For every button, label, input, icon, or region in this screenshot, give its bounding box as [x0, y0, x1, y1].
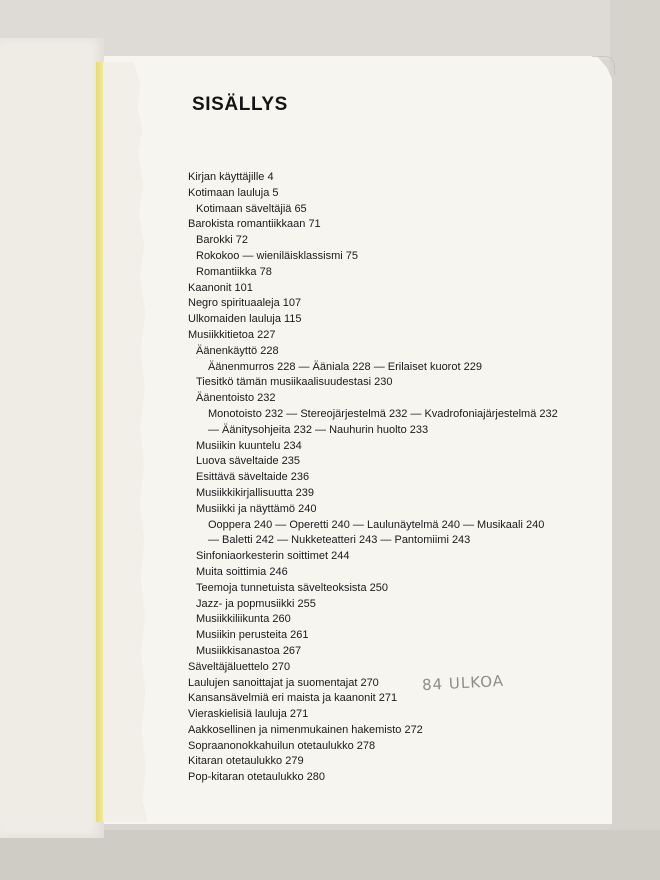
toc-entry: Barokki 72: [196, 234, 248, 247]
toc-entry: Teemoja tunnetuista sävelteoksista 250: [196, 581, 389, 594]
toc-entry: Luova säveltaide 235: [196, 455, 300, 468]
table-of-contents: [188, 170, 588, 786]
background-surface-right: [610, 0, 660, 880]
page-corner-fold: [592, 56, 615, 75]
toc-entry: Musiikkiliikunta 260: [196, 613, 291, 626]
toc-entry: Jazz- ja popmusiikki 255: [196, 597, 316, 610]
toc-entry: Äänentoisto 232: [196, 392, 276, 405]
toc-entry: Kirjan käyttäjille 4: [188, 171, 274, 183]
toc-entry: Rokokoo — wieniläisklassismi 75: [196, 249, 359, 262]
toc-entry: Musiikin perusteita 261: [196, 629, 309, 642]
toc-entry: Kansansävelmiä eri maista ja kaanonit 271: [188, 692, 398, 705]
toc-entry: Sopraanonokkahuilun otetaulukko 278: [188, 739, 376, 752]
toc-entry: Kotimaan säveltäjiä 65: [196, 202, 307, 215]
toc-entry: Kitaran otetaulukko 279: [188, 755, 304, 768]
toc-entry: Kotimaan lauluja 5: [188, 186, 279, 199]
toc-entry: Musiikin kuuntelu 234: [196, 439, 302, 452]
toc-entry: Pop-kitaran otetaulukko 280: [188, 771, 325, 784]
page-title: SISÄLLYS: [192, 94, 288, 115]
toc-entry: Romantiikka 78: [196, 265, 272, 278]
toc-entry: Ulkomaiden lauluja 115: [188, 313, 302, 326]
toc-entry: Muita soittimia 246: [196, 565, 288, 578]
toc-entry: Esittävä säveltaide 236: [196, 471, 310, 484]
toc-entry: Musiikkisanastoa 267: [196, 644, 302, 657]
toc-entry: Vieraskielisiä lauluja 271: [188, 708, 309, 721]
toc-entry: Barokista romantiikkaan 71: [188, 218, 321, 231]
toc-entry: Sinfoniaorkesterin soittimet 244: [196, 550, 350, 563]
toc-entry: Monotoisto 232 — Stereojärjestelmä 232 — Kvadrofoniajärjestelmä 232: [208, 407, 558, 420]
toc-entry: Kaanonit 101: [188, 281, 253, 294]
handwritten-note: 84 ULKOA: [421, 671, 505, 695]
toc-entry: — Baletti 242 — Nukketeatteri 243 — Pantomiimi 243: [208, 534, 471, 547]
toc-entry: Äänenkäyttö 228: [196, 344, 279, 357]
toc-entry: Aakkosellinen ja nimenmukainen hakemisto 272: [188, 723, 423, 736]
facing-page: [0, 38, 104, 838]
toc-entry: Säveltäjäluettelo 270: [188, 660, 291, 673]
toc-entry: Äänenmurros 228 — Ääniala 228 — Erilaiset kuorot 229: [208, 360, 482, 373]
toc-entry: Musiikki ja näyttämö 240: [196, 502, 317, 515]
toc-entry: Tiesitkö tämän musiikaalisuudestasi 230: [196, 376, 393, 389]
toc-entry: Ooppera 240 — Operetti 240 — Laulunäytelmä 240 — Musikaali 240: [208, 518, 545, 531]
torn-page-edge: [103, 62, 147, 822]
toc-entry: Musiikkikirjallisuutta 239: [196, 486, 314, 499]
toc-entry: Negro spirituaaleja 107: [188, 297, 302, 310]
toc-entry: Laulujen sanoittajat ja suomentajat 270: [188, 676, 379, 689]
toc-entry: Musiikkitietoa 227: [188, 328, 276, 341]
toc-entry: — Äänitysohjeita 232 — Nauhurin huolto 233: [208, 423, 429, 436]
